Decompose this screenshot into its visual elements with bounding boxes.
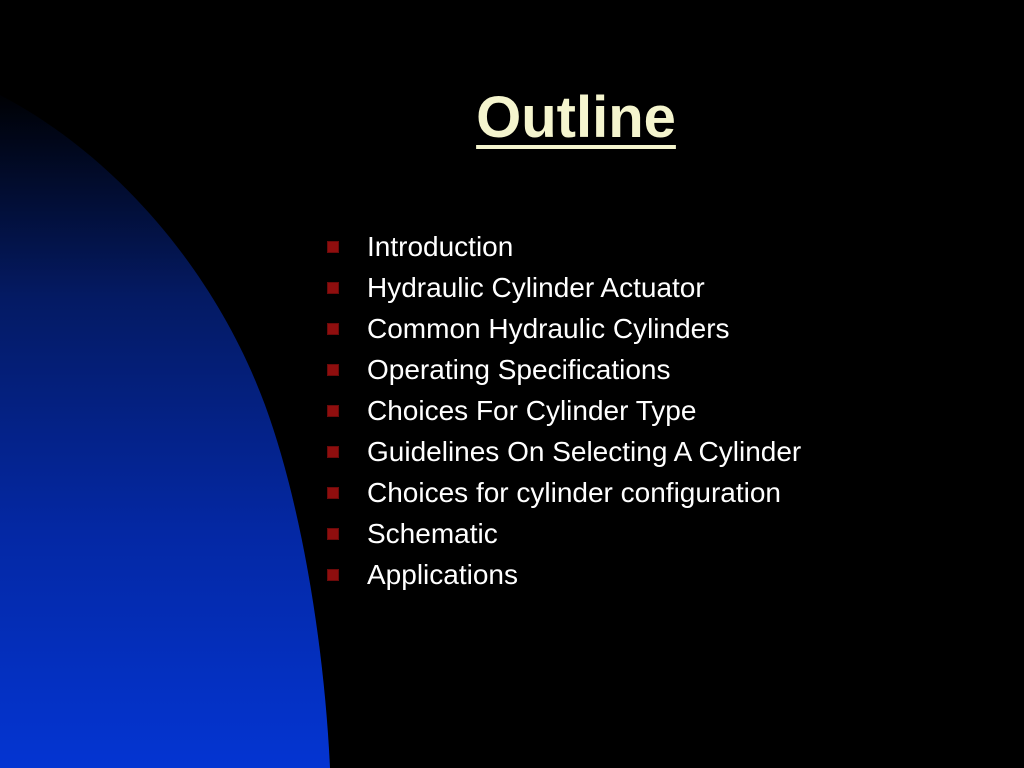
list-item-label: Choices For Cylinder Type xyxy=(367,395,697,426)
list-item xyxy=(327,226,801,267)
bullet-square-icon xyxy=(327,446,339,458)
curve-shape xyxy=(0,95,330,768)
list-item xyxy=(327,513,801,554)
outline-list xyxy=(327,226,801,595)
list-item xyxy=(327,349,801,390)
slide-title: Outline xyxy=(476,85,676,150)
list-item xyxy=(327,390,801,431)
list-item-label: Hydraulic Cylinder Actuator xyxy=(367,272,705,303)
list-item-label: Applications xyxy=(367,559,518,590)
bullet-square-icon xyxy=(327,241,339,253)
bullet-square-icon xyxy=(327,323,339,335)
list-item xyxy=(327,308,801,349)
list-item-label: Choices for cylinder configuration xyxy=(367,477,781,508)
list-item xyxy=(327,554,801,595)
bullet-square-icon xyxy=(327,528,339,540)
list-item-label: Guidelines On Selecting A Cylinder xyxy=(367,436,802,467)
list-item-label: Operating Specifications xyxy=(367,354,671,385)
list-item xyxy=(327,472,801,513)
list-item xyxy=(327,267,801,308)
bullet-square-icon xyxy=(327,282,339,294)
bullet-square-icon xyxy=(327,487,339,499)
list-item-label: Common Hydraulic Cylinders xyxy=(367,313,730,344)
bullet-square-icon xyxy=(327,405,339,417)
bullet-square-icon xyxy=(327,569,339,581)
list-item-label: Introduction xyxy=(367,231,514,262)
bullet-square-icon xyxy=(327,364,339,376)
list-item-label: Schematic xyxy=(367,518,498,549)
list-item xyxy=(327,431,801,472)
